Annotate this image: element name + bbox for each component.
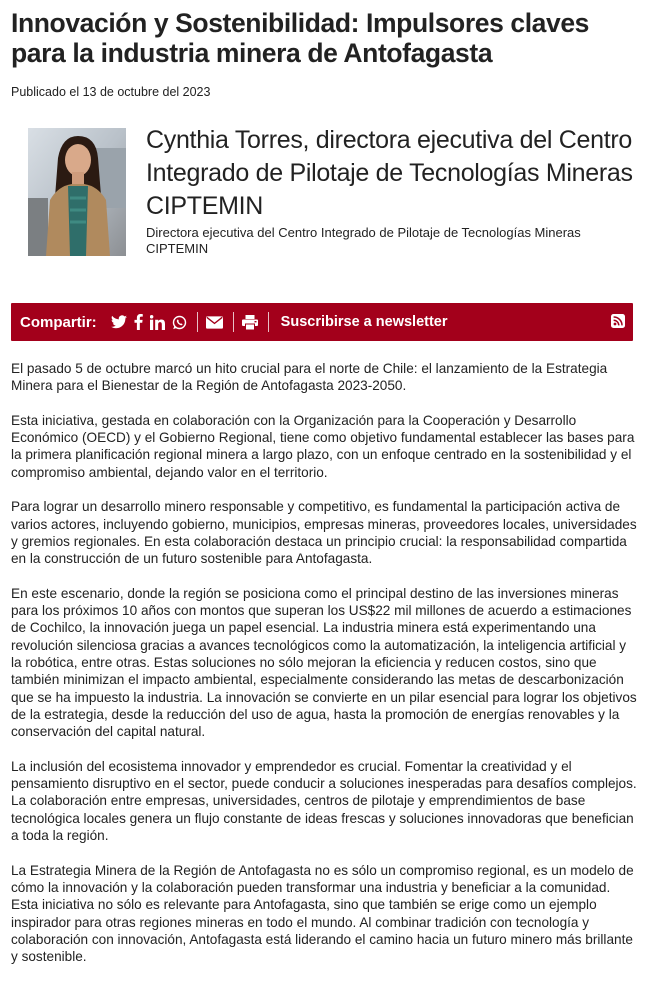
share-divider [268, 312, 269, 332]
facebook-icon[interactable] [134, 311, 143, 333]
newsletter-link[interactable]: Suscribirse a newsletter [280, 314, 448, 330]
publish-date: Publicado el 13 de octubre del 2023 [11, 85, 211, 99]
article-paragraph: El pasado 5 de octubre marcó un hito crucial para el norte de Chile: el lanzamiento de la Estrategia Minera para el Bienestar de la Región de Antofagasta 2023-2050. [11, 361, 608, 394]
author-role: Directora ejecutiva del Centro Integrado de Pilotaje de Tecnologías Mineras CIPTEMIN [146, 225, 581, 256]
author-portrait-image [28, 128, 126, 256]
linkedin-icon[interactable] [150, 311, 165, 333]
share-bar [11, 303, 633, 341]
rss-icon[interactable] [611, 314, 625, 333]
article-paragraph: Esta iniciativa, gestada en colaboración con la Organización para la Cooperación y Desarrollo Económico (OECD) y el Gobierno Regional, tiene como objetivo fundamental establecer las bases para la primera planificación regional minera a largo plazo, con un enfoque centrado en la sostenibilidad y el compromiso ambiental, dejando valor en el territorio. [11, 412, 635, 480]
article-paragraph: La inclusión del ecosistema innovador y emprendedor es crucial. Fomentar la creatividad y el pensamiento disruptivo en el sector, puede conducir a soluciones inesperadas para desafíos complejos. La colaboración entre empresas, universidades, centros de pilotaje y emprendimientos de base tecnológica locales genera un flujo constante de ideas frescas y soluciones innovadoras que benefician a toda la región. [11, 758, 637, 844]
share-divider [233, 312, 234, 332]
article-paragraph: La Estrategia Minera de la Región de Antofagasta no es sólo un compromiso regional, es un modelo de cómo la innovación y la colaboración pueden transformar una industria y beneficiar a la comunidad. Esta iniciativa no sólo es relevante para Antofagasta, sino que también se erige como un ejemplo inspirador para otras regiones mineras en todo el mundo. Al combinar tradición con tecnología y colaboración con innovación, Antofagasta está liderando el camino hacia un futuro minero más brillante y sostenible. [11, 862, 634, 965]
article-paragraph: Para lograr un desarrollo minero responsable y competitivo, es fundamental la participación activa de varios actores, incluyendo gobierno, municipios, empresas mineras, proveedores locales, universidades y gremios regionales. En esta colaboración destaca un principio crucial: la responsabilidad compartida en la construcción de un futuro sostenible para Antofagasta. [11, 499, 637, 567]
email-icon[interactable] [206, 311, 223, 333]
article-paragraph: En este escenario, donde la región se posiciona como el principal destino de las inversiones mineras para los próximos 10 años con montos que superan los US$22 mil millones de acuerdo a estimaciones de Cochilco, la innovación juega un papel esencial. La industria minera está experimentando una revolución silenciosa gracias a avances tecnológicos como la automatización, la inteligencia artificial y la robótica, entre otras. Estas soluciones no sólo mejoran la eficiencia y reducen costos, sino que también minimizan el impacto ambiental, especialmente considerando las metas de descarbonización que se ha impuesto la industria. La innovación se convierte en un pilar esencial para lograr los objetivos de la estrategia, desde la reducción del uso de agua, hasta la promoción de energías renovables y la conservación del capital natural. [11, 585, 637, 740]
share-divider [197, 312, 198, 332]
article-title: Innovación y Sostenibilidad: Impulsores claves para la industria minera de Antofagasta [11, 8, 590, 68]
author-name: Cynthia Torres, directora ejecutiva del Centro Integrado de Pilotaje de Tecnologías Mineras CIPTEMIN [146, 126, 633, 220]
print-icon[interactable] [242, 311, 258, 333]
twitter-icon[interactable] [111, 311, 127, 333]
article-body [11, 360, 637, 983]
author-photo [28, 128, 126, 256]
share-label: Compartir: [20, 313, 97, 331]
whatsapp-icon[interactable] [172, 311, 187, 333]
